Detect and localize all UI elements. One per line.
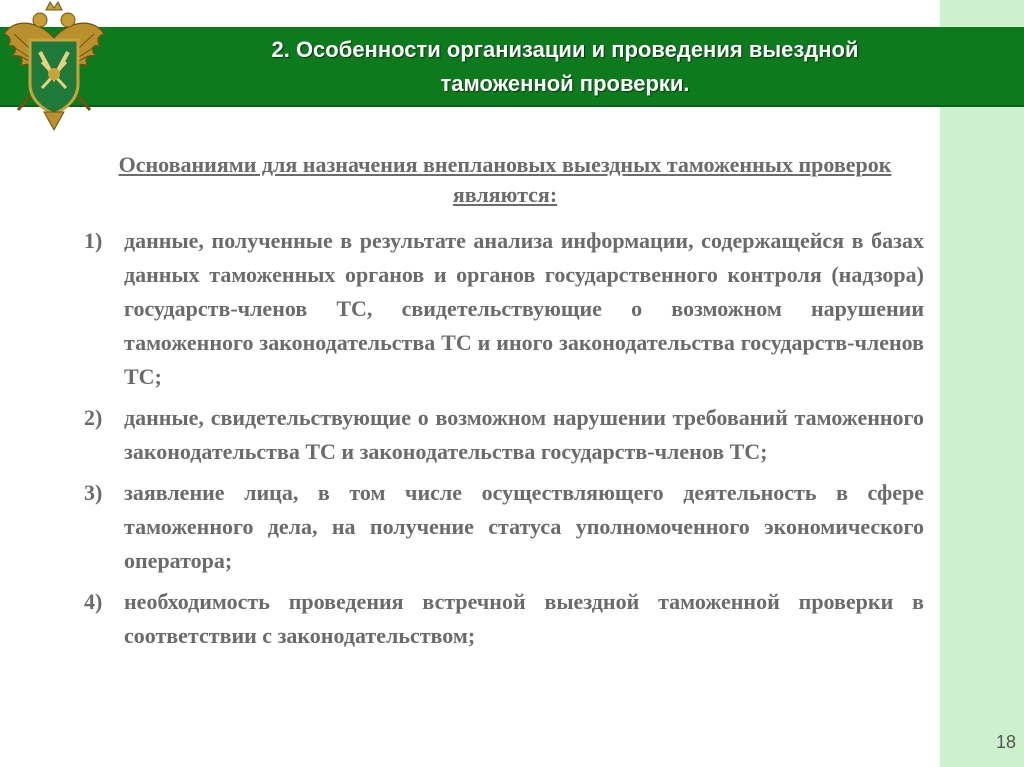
list-item-number: 2) bbox=[84, 405, 103, 430]
list-item bbox=[84, 476, 924, 578]
list-item bbox=[84, 401, 924, 469]
header-divider bbox=[0, 105, 1024, 107]
right-decorative-stripe bbox=[940, 0, 1024, 767]
intro-heading: Основаниями для назначения внеплановых выездных таможенных проверок являются: bbox=[118, 152, 892, 207]
list-item-number: 4) bbox=[84, 589, 103, 614]
slide-title-line1: 2. Особенности организации и проведения выездной bbox=[271, 37, 859, 62]
list-item-number: 1) bbox=[84, 228, 103, 253]
list-item-number: 3) bbox=[84, 480, 103, 505]
grounds-list bbox=[84, 224, 924, 660]
list-item-text: необходимость проведения встречной выездной таможенной проверки в соответствии с законодательством; bbox=[124, 589, 924, 648]
page-number: 18 bbox=[995, 732, 1016, 752]
slide-title-line2: таможенной проверки. bbox=[440, 71, 690, 96]
list-item-text: данные, полученные в результате анализа информации, содержащейся в базах данных таможенных органов и органов государственного контроля (надзора) государств-членов ТС, свидетельствующие о возможном нарушении таможенного законодательства ТС и иного законодательства государств-членов ТС; bbox=[124, 228, 924, 389]
list-item-text: заявление лица, в том числе осуществляющего деятельность в сфере таможенного дела, на получение статуса уполномоченного экономического оператора; bbox=[124, 480, 924, 573]
list-item-text: данные, свидетельствующие о возможном нарушении требований таможенного законодательства ТС и законодательства государств-членов ТС; bbox=[124, 405, 924, 464]
list-item bbox=[84, 585, 924, 653]
list-item bbox=[84, 224, 924, 394]
slide-title bbox=[150, 33, 980, 101]
customs-emblem-icon bbox=[0, 0, 108, 132]
